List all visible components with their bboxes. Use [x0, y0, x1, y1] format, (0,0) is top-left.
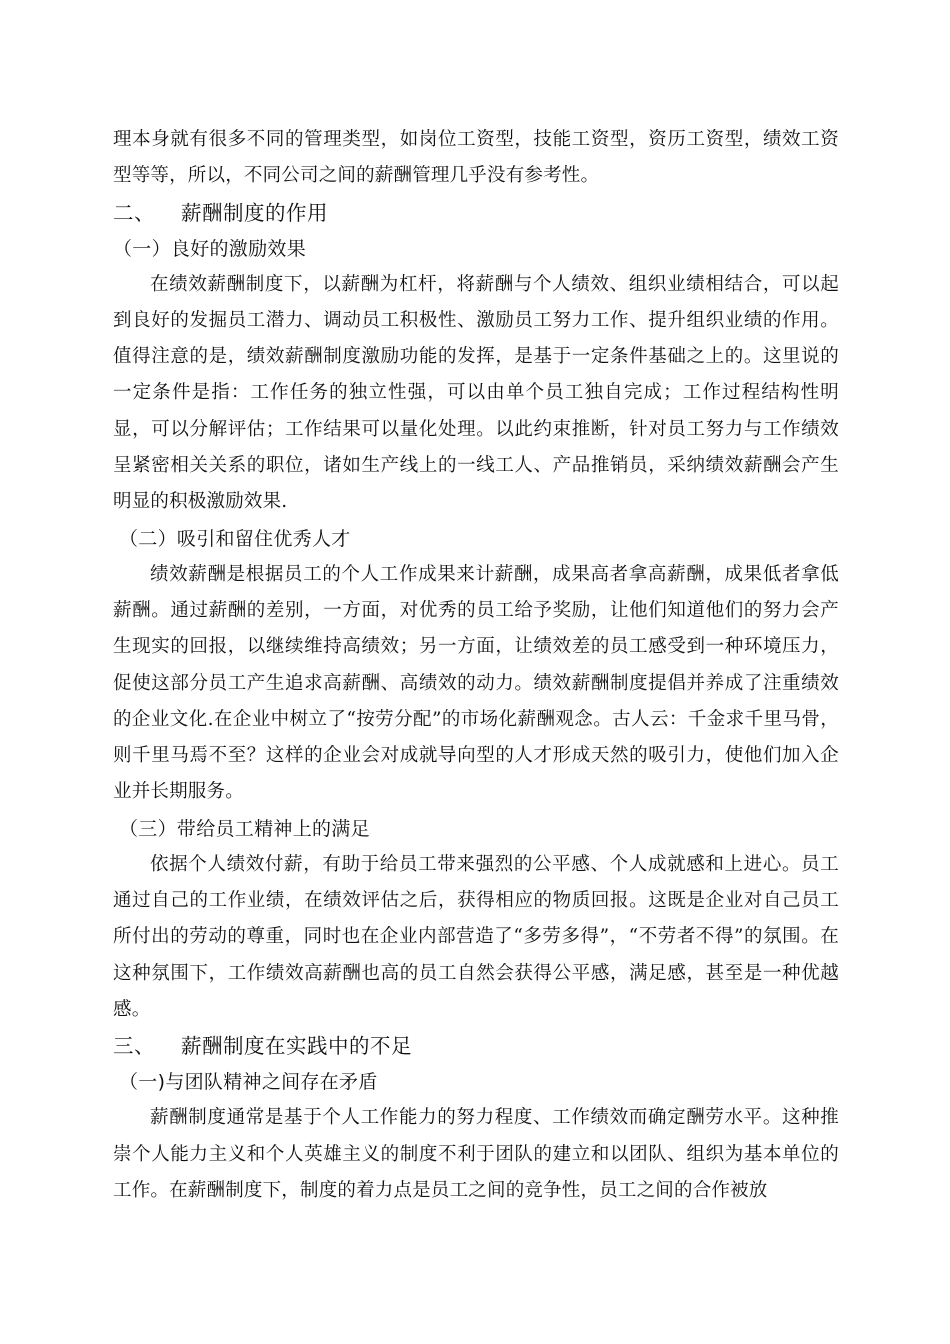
section-3-1-heading: （一)与团队精神之间存在矛盾	[119, 1071, 378, 1094]
section-3-1-paragraph: 薪酬制度通常是基于个人工作能力的努力程度、工作绩效而确定酬劳水平。这种推崇个人能力主义和个人英雄主义的制度不利于团队的建立和以团队、组织为基本单位的工作。在薪酬制度下，制度的着力点是员工之间的竞争性，员工之间的合作被放	[113, 1107, 839, 1201]
section-2-1-heading: （一）良好的激励效果	[113, 237, 307, 260]
section-2-title: 薪酬制度的作用	[181, 200, 328, 225]
document-page	[113, 122, 839, 1209]
section-2-number: 二、	[113, 200, 155, 225]
section-3-number: 三、	[113, 1034, 155, 1059]
section-3-heading	[113, 1028, 839, 1064]
section-3-title: 薪酬制度在实践中的不足	[181, 1034, 412, 1059]
section-2-3-paragraph: 依据个人绩效付薪，有助于给员工带来强烈的公平感、个人成就感和上进心。员工通过自己的工作业绩，在绩效评估之后，获得相应的物质回报。这既是企业对自己员工所付出的劳动的尊重，同时也在企业内部营造了“多劳多得”，“不劳者不得”的氛围。在这种氛围下，工作绩效高薪酬也高的员工自然会获得公平感，满足感，甚至是一种优越感。	[113, 853, 839, 1020]
section-2-1-paragraph: 在绩效薪酬制度下，以薪酬为杠杆，将薪酬与个人绩效、组织业绩相结合，可以起到良好的发掘员工潜力、调动员工积极性、激励员工努力工作、提升组织业绩的作用。值得注意的是，绩效薪酬制度激励功能的发挥，是基于一定条件基础之上的。这里说的一定条件是指：工作任务的独立性强，可以由单个员工独自完成；工作过程结构性明显，可以分解评估；工作结果可以量化处理。以此约束推断，针对员工努力与工作绩效呈紧密相关关系的职位，诸如生产线上的一线工人、产品推销员，采纳绩效薪酬会产生明显的积极激励效果.	[113, 273, 839, 513]
section-2-3-heading: （三）带给员工精神上的满足	[119, 817, 370, 840]
section-2-2-paragraph: 绩效薪酬是根据员工的个人工作成果来计薪酬，成果高者拿高薪酬，成果低者拿低薪酬。通过薪酬的差别，一方面，对优秀的员工给予奖励，让他们知道他们的努力会产生现实的回报，以继续维持高绩效；另一方面，让绩效差的员工感受到一种环境压力，促使这部分员工产生追求高薪酬、高绩效的动力。绩效薪酬制度提倡并养成了注重绩效的企业文化.在企业中树立了“按劳分配”的市场化薪酬观念。古人云：千金求千里马骨，则千里马焉不至？这样的企业会对成就导向型的人才形成天然的吸引力，使他们加入企业并长期服务。	[113, 563, 839, 803]
section-2-2-heading: （二）吸引和留住优秀人才	[119, 527, 351, 550]
intro-paragraph: 理本身就有很多不同的管理类型，如岗位工资型，技能工资型，资历工资型，绩效工资型等等，所以，不同公司之间的薪酬管理几乎没有参考性。	[113, 129, 839, 187]
section-2-heading	[113, 195, 839, 231]
